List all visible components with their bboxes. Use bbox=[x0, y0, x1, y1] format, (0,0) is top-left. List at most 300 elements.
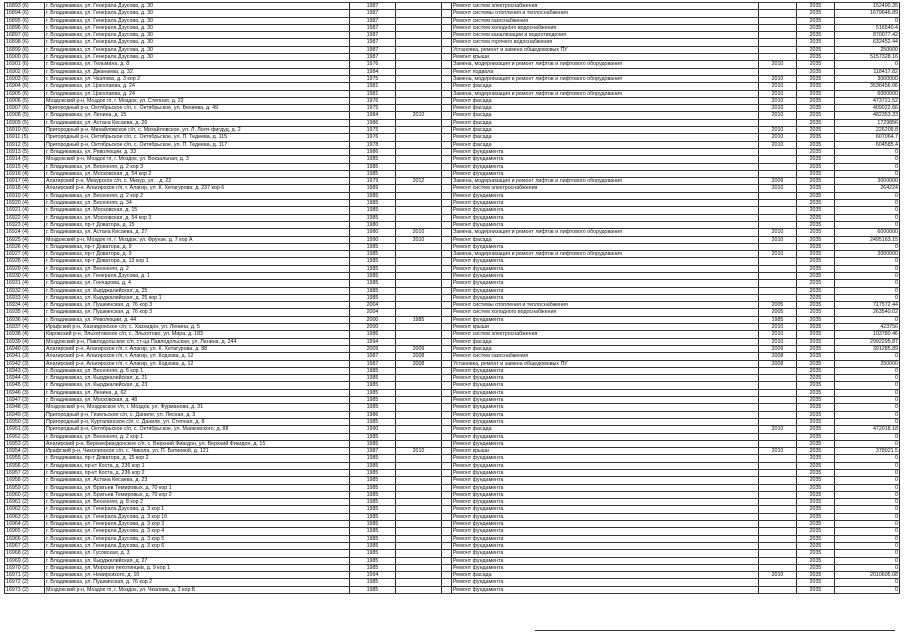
cell-spacer bbox=[442, 506, 452, 513]
cell-address: г. Владикавказ, ул. Генерала Дзусова, д. 3 кор 3 bbox=[45, 521, 350, 528]
cell-work-type: Ремонт фундамента bbox=[452, 207, 759, 214]
cell-work-type: Ремонт фундамента bbox=[452, 367, 759, 374]
cell-row-id: 16896 (6) bbox=[5, 24, 45, 31]
table-row bbox=[5, 156, 900, 163]
cell-spacer bbox=[442, 112, 452, 119]
cell-last-repair-year bbox=[396, 134, 442, 141]
cell-last-repair-year bbox=[396, 39, 442, 46]
cell-row-id: 16959 (2) bbox=[5, 484, 45, 491]
cell-last-repair-year bbox=[396, 484, 442, 491]
cell-cost: 1679646.89 bbox=[835, 10, 900, 17]
cell-plan-year: 2035 bbox=[797, 572, 835, 579]
cell-row-id: 16947 (3) bbox=[5, 397, 45, 404]
cell-row-id: 16955 (2) bbox=[5, 455, 45, 462]
cell-last-repair-year bbox=[396, 75, 442, 82]
cell-last-repair-year bbox=[396, 10, 442, 17]
cell-plan-year: 2035 bbox=[797, 24, 835, 31]
cell-plan-year: 2035 bbox=[797, 105, 835, 112]
cell-work-type: Ремонт фасада bbox=[452, 236, 759, 243]
cell-cost: 717572.44 bbox=[835, 302, 900, 309]
cell-prev-repair-year: 2010 bbox=[759, 75, 797, 82]
cell-cost: 250000 bbox=[835, 360, 900, 367]
cell-spacer bbox=[442, 3, 452, 10]
cell-last-repair-year bbox=[396, 440, 442, 447]
cell-row-id: 16913 (5) bbox=[5, 148, 45, 155]
cell-prev-repair-year bbox=[759, 470, 797, 477]
table-row bbox=[5, 127, 900, 134]
cell-row-id: 16902 (6) bbox=[5, 68, 45, 75]
cell-work-type: Ремонт системы отопления и теплоснабжения bbox=[452, 302, 759, 309]
table-row bbox=[5, 528, 900, 535]
cell-work-type: Замена, модернизация и ремонт лифтов и лифтового оборудования bbox=[452, 90, 759, 97]
cell-prev-repair-year bbox=[759, 397, 797, 404]
cell-spacer bbox=[442, 309, 452, 316]
cell-prev-repair-year bbox=[759, 550, 797, 557]
cell-build-year: 1986 bbox=[350, 411, 396, 418]
table-row bbox=[5, 513, 900, 520]
cell-cost: 0 bbox=[835, 440, 900, 447]
cell-plan-year: 2035 bbox=[797, 411, 835, 418]
cell-spacer bbox=[442, 287, 452, 294]
cell-cost: 0 bbox=[835, 316, 900, 323]
cell-work-type: Ремонт фундамента bbox=[452, 506, 759, 513]
cell-address: г. Владикавказ, ул. Тельмана, д. 8 bbox=[45, 61, 350, 68]
cell-build-year: 1987 bbox=[350, 448, 396, 455]
cell-plan-year: 2035 bbox=[797, 243, 835, 250]
cell-plan-year: 2035 bbox=[797, 200, 835, 207]
table-row bbox=[5, 316, 900, 323]
cell-address: г. Владикавказ, ул. Генерала Дзусова, д. 3 кор 4 bbox=[45, 528, 350, 535]
cell-work-type: Ремонт фундамента bbox=[452, 382, 759, 389]
cell-row-id: 16921 (4) bbox=[5, 207, 45, 214]
cell-row-id: 16942 (3) bbox=[5, 360, 45, 367]
cell-cost: 250000 bbox=[835, 46, 900, 53]
cell-build-year: 1985 bbox=[350, 163, 396, 170]
cell-work-type: Замена, модернизация и ремонт лифтов и лифтового оборудования bbox=[452, 229, 759, 236]
cell-plan-year: 2035 bbox=[797, 579, 835, 586]
cell-address: г. Владикавказ, ул. Весенняя, д. 2 кор 3 bbox=[45, 163, 350, 170]
cell-plan-year: 2035 bbox=[797, 83, 835, 90]
cell-prev-repair-year: 2010 bbox=[759, 105, 797, 112]
cell-last-repair-year bbox=[396, 200, 442, 207]
cell-row-id: 16906 (5) bbox=[5, 97, 45, 104]
cell-spacer bbox=[442, 433, 452, 440]
cell-cost: 0 bbox=[835, 411, 900, 418]
cell-work-type: Ремонт фундамента bbox=[452, 294, 759, 301]
cell-plan-year: 2035 bbox=[797, 550, 835, 557]
cell-spacer bbox=[442, 557, 452, 564]
cell-last-repair-year bbox=[396, 426, 442, 433]
cell-work-type: Ремонт фундамента bbox=[452, 156, 759, 163]
cell-cost: 0 bbox=[835, 382, 900, 389]
cell-plan-year: 2035 bbox=[797, 207, 835, 214]
cell-spacer bbox=[442, 448, 452, 455]
cell-last-repair-year bbox=[396, 192, 442, 199]
cell-row-id: 16919 (4) bbox=[5, 192, 45, 199]
cell-cost: 0 bbox=[835, 367, 900, 374]
cell-row-id: 16897 (6) bbox=[5, 32, 45, 39]
cell-row-id: 16971 (2) bbox=[5, 572, 45, 579]
cell-address: г. Владикавказ, ул. Революции, д. 33 bbox=[45, 148, 350, 155]
cell-cost: 118417.82 bbox=[835, 68, 900, 75]
cell-cost: 152400.35 bbox=[835, 3, 900, 10]
cell-work-type: Ремонт фундамента bbox=[452, 528, 759, 535]
cell-last-repair-year bbox=[396, 324, 442, 331]
cell-work-type: Ремонт фундамента bbox=[452, 513, 759, 520]
cell-address: г. Владикавказ, ул. Джанаева, д. 32 bbox=[45, 68, 350, 75]
cell-spacer bbox=[442, 462, 452, 469]
cell-last-repair-year bbox=[396, 455, 442, 462]
cell-row-id: 16950 (3) bbox=[5, 418, 45, 425]
cell-address: г. Владикавказ, ул. Морских пехотинцев, д. 9 кор 1 bbox=[45, 564, 350, 571]
cell-address: г. Владикавказ, ул. Весенняя, д. 2 bbox=[45, 265, 350, 272]
cell-address: г. Владикавказ, ул. Генерала Дзусова, д. 1 bbox=[45, 272, 350, 279]
table-row bbox=[5, 564, 900, 571]
cell-address: г. Владикавказ, ул. Кырджалийская, д. 27 bbox=[45, 557, 350, 564]
cell-cost: 473721.52 bbox=[835, 97, 900, 104]
cell-cost: 2992295.87 bbox=[835, 338, 900, 345]
cell-address: г. Владикавказ, ул. Гончарова, д. 4 bbox=[45, 280, 350, 287]
cell-cost: 0 bbox=[835, 294, 900, 301]
table-row bbox=[5, 484, 900, 491]
cell-work-type: Ремонт фундамента bbox=[452, 148, 759, 155]
cell-cost: 0 bbox=[835, 557, 900, 564]
cell-address: Пригородный р-н, Октябрьское с/п, с. Октябрьское, ул. П. Тедеева, д. 115 bbox=[45, 134, 350, 141]
table-row bbox=[5, 535, 900, 542]
cell-cost: 0 bbox=[835, 389, 900, 396]
cell-row-id: 16937 (4) bbox=[5, 324, 45, 331]
cell-work-type: Ремонт фундамента bbox=[452, 375, 759, 382]
cell-prev-repair-year bbox=[759, 156, 797, 163]
cell-last-repair-year bbox=[396, 470, 442, 477]
cell-last-repair-year bbox=[396, 105, 442, 112]
table-row bbox=[5, 345, 900, 352]
cell-address: Моздокский р-н, Моздок гп, г. Моздок, ул. Чкалова, д. 2 кор Б bbox=[45, 586, 350, 593]
cell-row-id: 16973 (2) bbox=[5, 586, 45, 593]
cell-cost: 0 bbox=[835, 192, 900, 199]
cell-spacer bbox=[442, 586, 452, 593]
cell-last-repair-year bbox=[396, 251, 442, 258]
cell-last-repair-year bbox=[396, 389, 442, 396]
cell-prev-repair-year: 2010 bbox=[759, 185, 797, 192]
cell-cost: 604585.4 bbox=[835, 141, 900, 148]
cell-plan-year: 2035 bbox=[797, 148, 835, 155]
cell-row-id: 16912 (5) bbox=[5, 141, 45, 148]
cell-prev-repair-year bbox=[759, 564, 797, 571]
cell-spacer bbox=[442, 141, 452, 148]
cell-work-type: Ремонт фундамента bbox=[452, 287, 759, 294]
cell-spacer bbox=[442, 134, 452, 141]
cell-build-year: 2009 bbox=[350, 345, 396, 352]
cell-plan-year: 2035 bbox=[797, 214, 835, 221]
cell-prev-repair-year bbox=[759, 528, 797, 535]
table-row bbox=[5, 134, 900, 141]
cell-work-type: Ремонт фундамента bbox=[452, 272, 759, 279]
cell-work-type: Ремонт фасада bbox=[452, 127, 759, 134]
cell-work-type: Ремонт фасада bbox=[452, 134, 759, 141]
cell-prev-repair-year bbox=[759, 542, 797, 549]
table-row bbox=[5, 572, 900, 579]
cell-address: г. Владикавказ, ул. Генерала Дзусова, д. 3 кор 5 bbox=[45, 535, 350, 542]
cell-last-repair-year bbox=[396, 214, 442, 221]
cell-work-type: Замена, модернизация и ремонт лифтов и лифтового оборудования bbox=[452, 178, 759, 185]
cell-last-repair-year bbox=[396, 127, 442, 134]
cell-build-year: 1985 bbox=[350, 586, 396, 593]
cell-plan-year: 2035 bbox=[797, 557, 835, 564]
cell-address: г. Владикавказ, ул. Весенняя, д. 2 кор 1 bbox=[45, 433, 350, 440]
cell-address: г. Владикавказ, ул. Гусовская, д. 3 bbox=[45, 550, 350, 557]
cell-row-id: 16948 (3) bbox=[5, 404, 45, 411]
cell-cost: 0 bbox=[835, 280, 900, 287]
table-row bbox=[5, 39, 900, 46]
cell-last-repair-year: 2010 bbox=[396, 229, 442, 236]
cell-plan-year: 2035 bbox=[797, 178, 835, 185]
cell-build-year: 1987 bbox=[350, 54, 396, 61]
cell-last-repair-year bbox=[396, 119, 442, 126]
cell-last-repair-year bbox=[396, 411, 442, 418]
cell-address: г. Владикавказ, ул. Весенняя, д. 34 bbox=[45, 200, 350, 207]
cell-plan-year: 2035 bbox=[797, 265, 835, 272]
cell-last-repair-year bbox=[396, 83, 442, 90]
cell-work-type: Ремонт фундамента bbox=[452, 462, 759, 469]
cell-work-type: Ремонт фасада bbox=[452, 338, 759, 345]
cell-build-year: 1986 bbox=[350, 119, 396, 126]
cell-work-type: Ремонт фундамента bbox=[452, 521, 759, 528]
cell-plan-year: 2035 bbox=[797, 90, 835, 97]
cell-address: г. Владикавказ, ул. Генерала Дзусова, д. 30 bbox=[45, 10, 350, 17]
cell-build-year: 1985 bbox=[350, 287, 396, 294]
cell-last-repair-year bbox=[396, 418, 442, 425]
cell-cost: 0 bbox=[835, 163, 900, 170]
cell-spacer bbox=[442, 397, 452, 404]
cell-last-repair-year: 2010 bbox=[396, 236, 442, 243]
cell-build-year: 1985 bbox=[350, 528, 396, 535]
cell-prev-repair-year bbox=[759, 375, 797, 382]
cell-prev-repair-year bbox=[759, 418, 797, 425]
cell-plan-year: 2035 bbox=[797, 46, 835, 53]
table-row bbox=[5, 579, 900, 586]
cell-build-year: 1985 bbox=[350, 484, 396, 491]
cell-address: г. Владикавказ, ул. Генерала Дзусова, д. 30 bbox=[45, 46, 350, 53]
cell-address: Пригородный р-н, Октябрьское с/п, с. Октябрьское, ул. П. Тедеева, д. 117 bbox=[45, 141, 350, 148]
table-row bbox=[5, 499, 900, 506]
table-row bbox=[5, 302, 900, 309]
cell-address: г. Владикавказ, ул. Астана Кесаева, д. 27 bbox=[45, 229, 350, 236]
cell-build-year: 1990 bbox=[350, 236, 396, 243]
table-row bbox=[5, 207, 900, 214]
cell-prev-repair-year: 2010 bbox=[759, 251, 797, 258]
cell-work-type: Ремонт фундамента bbox=[452, 243, 759, 250]
table-row bbox=[5, 477, 900, 484]
table-row bbox=[5, 331, 900, 338]
cell-last-repair-year bbox=[396, 97, 442, 104]
cell-spacer bbox=[442, 214, 452, 221]
cell-plan-year: 2035 bbox=[797, 382, 835, 389]
cell-prev-repair-year: 2010 bbox=[759, 324, 797, 331]
cell-spacer bbox=[442, 542, 452, 549]
cell-cost: 607064.7 bbox=[835, 134, 900, 141]
cell-cost: 0 bbox=[835, 397, 900, 404]
cell-build-year: 1985 bbox=[350, 200, 396, 207]
table-row bbox=[5, 309, 900, 316]
cell-address: г. Владикавказ, ул. Весенняя, д. 6 кор 1 bbox=[45, 367, 350, 374]
cell-spacer bbox=[442, 324, 452, 331]
cell-address: г. Владикавказ, ул. Генерала Дзусова, д. 3 кор 1б bbox=[45, 513, 350, 520]
cell-build-year: 1987 bbox=[350, 360, 396, 367]
cell-plan-year: 2035 bbox=[797, 418, 835, 425]
cell-plan-year: 2035 bbox=[797, 324, 835, 331]
cell-plan-year: 2035 bbox=[797, 97, 835, 104]
cell-spacer bbox=[442, 105, 452, 112]
cell-cost: 103780.46 bbox=[835, 331, 900, 338]
cell-spacer bbox=[442, 207, 452, 214]
cell-work-type: Замена, модернизация и ремонт лифтов и лифтового оборудования bbox=[452, 251, 759, 258]
cell-address: Пригородный р-н, Октябрьское с/п, с. Октябрьское, ул. Маяковского, д. 88 bbox=[45, 426, 350, 433]
cell-row-id: 16932 (4) bbox=[5, 287, 45, 294]
cell-cost: 0 bbox=[835, 542, 900, 549]
cell-cost: 264224 bbox=[835, 185, 900, 192]
cell-work-type: Ремонт систем электроснабжения bbox=[452, 331, 759, 338]
cell-work-type: Ремонт систем электроснабжения bbox=[452, 185, 759, 192]
cell-prev-repair-year bbox=[759, 32, 797, 39]
table-row bbox=[5, 389, 900, 396]
cell-last-repair-year bbox=[396, 294, 442, 301]
cell-build-year: 2004 bbox=[350, 309, 396, 316]
cell-build-year: 1981 bbox=[350, 83, 396, 90]
cell-work-type: Ремонт фундамента bbox=[452, 265, 759, 272]
cell-work-type: Ремонт фасада bbox=[452, 119, 759, 126]
cell-cost: 0 bbox=[835, 484, 900, 491]
cell-plan-year: 2035 bbox=[797, 345, 835, 352]
cell-last-repair-year bbox=[396, 331, 442, 338]
cell-plan-year: 2035 bbox=[797, 258, 835, 265]
cell-spacer bbox=[442, 338, 452, 345]
cell-row-id: 16925 (4) bbox=[5, 236, 45, 243]
cell-last-repair-year bbox=[396, 397, 442, 404]
cell-cost: 0 bbox=[835, 477, 900, 484]
cell-cost: 0 bbox=[835, 353, 900, 360]
cell-plan-year: 2035 bbox=[797, 39, 835, 46]
cell-row-id: 16963 (2) bbox=[5, 513, 45, 520]
cell-address: г. Владикавказ, ул. Генерала Дзусова, д. 30 bbox=[45, 17, 350, 24]
cell-prev-repair-year bbox=[759, 513, 797, 520]
cell-address: Алагирский р-н, Алагирское г/п, г. Алагир, ул. К. Хетагурова, д. 88 bbox=[45, 345, 350, 352]
cell-prev-repair-year: 2005 bbox=[759, 309, 797, 316]
cell-plan-year: 2035 bbox=[797, 119, 835, 126]
cell-work-type: Ремонт фундамента bbox=[452, 535, 759, 542]
cell-row-id: 16898 (6) bbox=[5, 39, 45, 46]
cell-plan-year: 2035 bbox=[797, 535, 835, 542]
cell-last-repair-year bbox=[396, 572, 442, 579]
cell-plan-year: 2035 bbox=[797, 528, 835, 535]
cell-row-id: 16941 (3) bbox=[5, 353, 45, 360]
cell-cost: 0 bbox=[835, 513, 900, 520]
cell-prev-repair-year bbox=[759, 367, 797, 374]
cell-row-id: 16899 (6) bbox=[5, 46, 45, 53]
cell-cost: 0 bbox=[835, 550, 900, 557]
cell-row-id: 16915 (4) bbox=[5, 163, 45, 170]
cell-row-id: 16952 (2) bbox=[5, 433, 45, 440]
cell-spacer bbox=[442, 280, 452, 287]
cell-cost: 0 bbox=[835, 200, 900, 207]
cell-last-repair-year bbox=[396, 272, 442, 279]
table-row bbox=[5, 542, 900, 549]
cell-address: Пригородный р-н, Курталинское с/п, с. Даниле, ул. Степная, д. 8 bbox=[45, 418, 350, 425]
cell-last-repair-year bbox=[396, 265, 442, 272]
cell-spacer bbox=[442, 170, 452, 177]
cell-last-repair-year bbox=[396, 375, 442, 382]
cell-build-year: 1985 bbox=[350, 404, 396, 411]
cell-address: г. Владикавказ, ул. Кырджалийская, д. 25 bbox=[45, 287, 350, 294]
cell-spacer bbox=[442, 236, 452, 243]
cell-build-year: 1985 bbox=[350, 557, 396, 564]
cell-cost: 0 bbox=[835, 258, 900, 265]
cell-cost: 3000000 bbox=[835, 251, 900, 258]
cell-cost: 0 bbox=[835, 61, 900, 68]
cell-build-year: 1984 bbox=[350, 68, 396, 75]
cell-prev-repair-year: 2008 bbox=[759, 353, 797, 360]
cell-plan-year: 2035 bbox=[797, 477, 835, 484]
cell-build-year: 2000 bbox=[350, 316, 396, 323]
cell-prev-repair-year bbox=[759, 24, 797, 31]
cell-row-id: 16960 (2) bbox=[5, 491, 45, 498]
cell-spacer bbox=[442, 24, 452, 31]
cell-spacer bbox=[442, 178, 452, 185]
cell-cost: 0 bbox=[835, 170, 900, 177]
cell-address: г. Владикавказ, ул. Весенняя, д. 8 кор 2 bbox=[45, 499, 350, 506]
cell-row-id: 16953 (2) bbox=[5, 440, 45, 447]
cell-cost: 263540.02 bbox=[835, 309, 900, 316]
cell-row-id: 16965 (2) bbox=[5, 528, 45, 535]
cell-spacer bbox=[442, 404, 452, 411]
cell-cost: 0 bbox=[835, 418, 900, 425]
cell-prev-repair-year: 2008 bbox=[759, 360, 797, 367]
cell-work-type: Ремонт фундамента bbox=[452, 470, 759, 477]
cell-prev-repair-year: 2010 bbox=[759, 83, 797, 90]
cell-plan-year: 2035 bbox=[797, 192, 835, 199]
cell-last-repair-year bbox=[396, 17, 442, 24]
cell-build-year: 1975 bbox=[350, 75, 396, 82]
cell-last-repair-year bbox=[396, 579, 442, 586]
cell-build-year: 1985 bbox=[350, 491, 396, 498]
cell-build-year: 2004 bbox=[350, 302, 396, 309]
cell-prev-repair-year: 2010 bbox=[759, 448, 797, 455]
cell-prev-repair-year bbox=[759, 462, 797, 469]
cell-last-repair-year bbox=[396, 3, 442, 10]
cell-last-repair-year bbox=[396, 68, 442, 75]
cell-work-type: Ремонт фундамента bbox=[452, 397, 759, 404]
cell-cost: 378021.5 bbox=[835, 448, 900, 455]
table-row bbox=[5, 491, 900, 498]
table-row bbox=[5, 367, 900, 374]
cell-prev-repair-year: 2010 bbox=[759, 338, 797, 345]
cell-work-type: Ремонт фундамента bbox=[452, 200, 759, 207]
table-row bbox=[5, 280, 900, 287]
cell-build-year: 1975 bbox=[350, 127, 396, 134]
cell-work-type: Ремонт фасада bbox=[452, 572, 759, 579]
cell-spacer bbox=[442, 316, 452, 323]
table-row bbox=[5, 10, 900, 17]
cell-spacer bbox=[442, 411, 452, 418]
cell-build-year: 1985 bbox=[350, 433, 396, 440]
table-row bbox=[5, 397, 900, 404]
cell-prev-repair-year bbox=[759, 287, 797, 294]
cell-prev-repair-year bbox=[759, 119, 797, 126]
cell-build-year: 1985 bbox=[350, 192, 396, 199]
cell-address: Моздокский р-н, Моздок гп, г. Моздок, ул. Вокзальная, д. 3 bbox=[45, 156, 350, 163]
cell-cost: 3000000 bbox=[835, 178, 900, 185]
capital-repair-table bbox=[4, 2, 900, 594]
